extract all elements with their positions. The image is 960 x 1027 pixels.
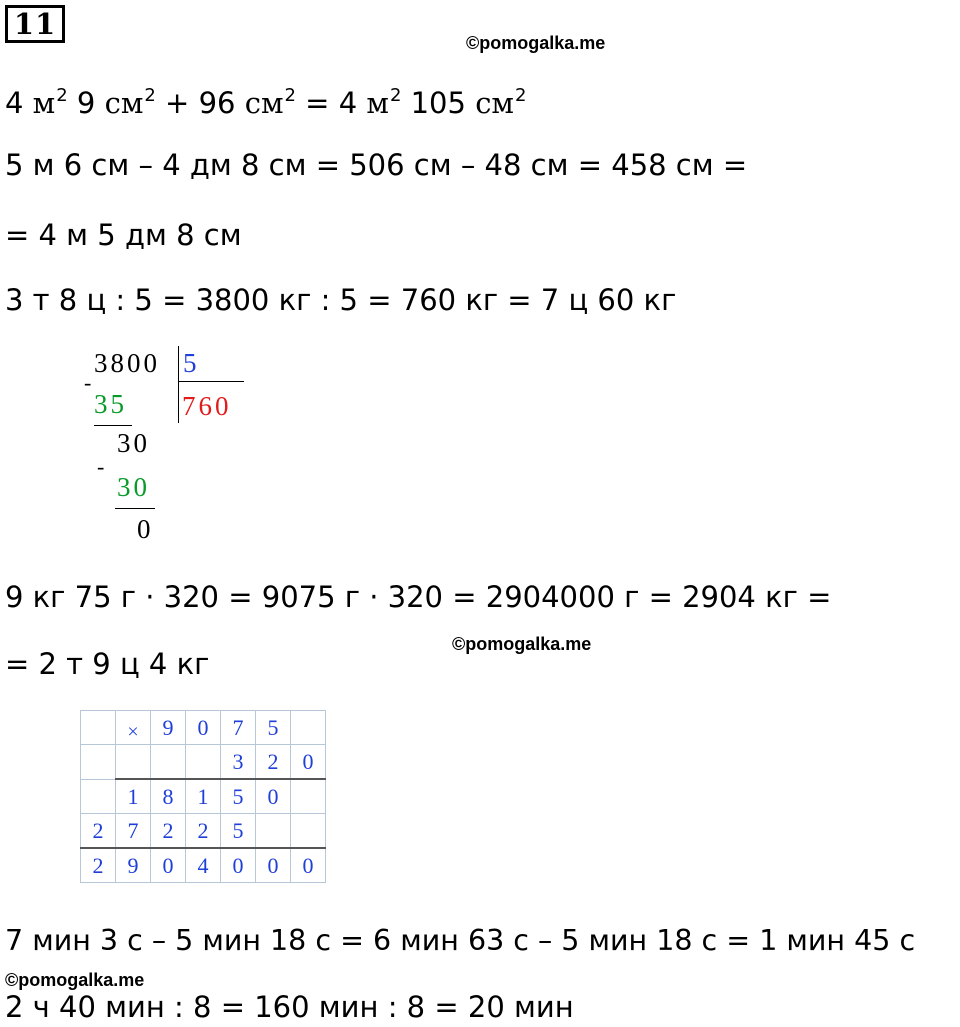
unit: см [104, 86, 144, 120]
equation-line-8: 2 ч 40 мин : 8 = 160 мин : 8 = 20 мин [5, 990, 574, 1024]
grid-cell: 1 [186, 779, 221, 814]
final-remainder: 0 [137, 514, 154, 544]
text-part: 9 [67, 86, 105, 120]
multiply-sign: × [116, 711, 151, 745]
grid-cell: 7 [116, 814, 151, 849]
grid-cell [81, 745, 116, 780]
subtrahend-2: 30 [117, 472, 150, 502]
text-part: = 4 [295, 86, 367, 120]
subtrahend-1: 35 [94, 389, 127, 419]
grid-cell: 5 [256, 711, 291, 745]
grid-cell: 0 [151, 848, 186, 883]
grid-cell: 0 [291, 745, 326, 780]
grid-cell: 5 [221, 814, 256, 849]
grid-cell: 0 [291, 848, 326, 883]
grid-cell [256, 814, 291, 849]
quotient: 760 [182, 391, 232, 421]
subtraction-line-2 [115, 508, 155, 509]
task-number: 11 [5, 5, 65, 43]
exponent: 2 [56, 85, 68, 106]
grid-cell: 2 [81, 848, 116, 883]
exponent: 2 [284, 85, 296, 106]
grid-cell: 7 [221, 711, 256, 745]
grid-cell [151, 745, 186, 780]
text-part: + 96 [155, 86, 245, 120]
grid-cell [81, 711, 116, 745]
grid-cell: 4 [186, 848, 221, 883]
equation-line-6: = 2 т 9 ц 4 кг [5, 647, 210, 681]
grid-cell: 2 [151, 814, 186, 849]
minus-sign: - [97, 454, 108, 479]
grid-cell: 9 [116, 848, 151, 883]
grid-cell: 3 [221, 745, 256, 780]
grid-cell [291, 779, 326, 814]
grid-cell [81, 779, 116, 814]
grid-cell: 1 [116, 779, 151, 814]
grid-cell [116, 745, 151, 780]
unit: м [366, 86, 389, 120]
grid-row [81, 848, 326, 883]
exponent: 2 [515, 85, 527, 106]
grid-cell: 0 [186, 711, 221, 745]
text-part: 105 [401, 86, 476, 120]
equation-line-3: = 4 м 5 дм 8 см [5, 218, 242, 252]
grid-cell: 5 [221, 779, 256, 814]
exponent: 2 [389, 85, 402, 106]
grid-cell: 2 [186, 814, 221, 849]
subtraction-line-1 [94, 425, 132, 426]
divisor: 5 [183, 348, 200, 378]
multiplication-grid [80, 710, 326, 883]
grid-cell: 0 [221, 848, 256, 883]
equation-line-2: 5 м 6 см – 4 дм 8 см = 506 см – 48 см = 458 см = [5, 148, 748, 182]
equation-line-1 [5, 76, 526, 123]
grid-cell: 2 [81, 814, 116, 849]
grid-row [81, 814, 326, 849]
grid-row [81, 745, 326, 780]
division-vertical-line [178, 346, 179, 423]
grid-cell: 0 [256, 848, 291, 883]
grid-cell: 0 [256, 779, 291, 814]
grid-cell [186, 745, 221, 780]
minus-sign: - [84, 370, 95, 395]
watermark-bottom: ©pomogalka.me [5, 970, 145, 990]
grid-cell [291, 814, 326, 849]
unit: см [244, 86, 284, 120]
grid-cell: 2 [256, 745, 291, 780]
watermark-top: ©pomogalka.me [466, 33, 606, 53]
unit: см [475, 86, 514, 120]
text-part: 4 [5, 86, 33, 120]
equation-line-4: 3 т 8 ц : 5 = 3800 кг : 5 = 760 кг = 7 ц 60 кг [5, 283, 677, 317]
divisor-underline [178, 381, 244, 382]
grid-cell [291, 711, 326, 745]
equation-line-7: 7 мин 3 с – 5 мин 18 с = 6 мин 63 с – 5 мин 18 с = 1 мин 45 с [5, 924, 916, 957]
watermark-middle: ©pomogalka.me [452, 634, 592, 654]
grid-cell: 9 [151, 711, 186, 745]
dividend: 3800 [94, 348, 160, 378]
exponent: 2 [144, 85, 156, 106]
grid-cell: 8 [151, 779, 186, 814]
remainder-1: 30 [117, 428, 150, 458]
unit: м [32, 86, 56, 120]
grid-row [81, 779, 326, 814]
grid-row [81, 711, 326, 745]
equation-line-5: 9 кг 75 г · 320 = 9075 г · 320 = 2904000 г = 2904 кг = [5, 580, 832, 614]
